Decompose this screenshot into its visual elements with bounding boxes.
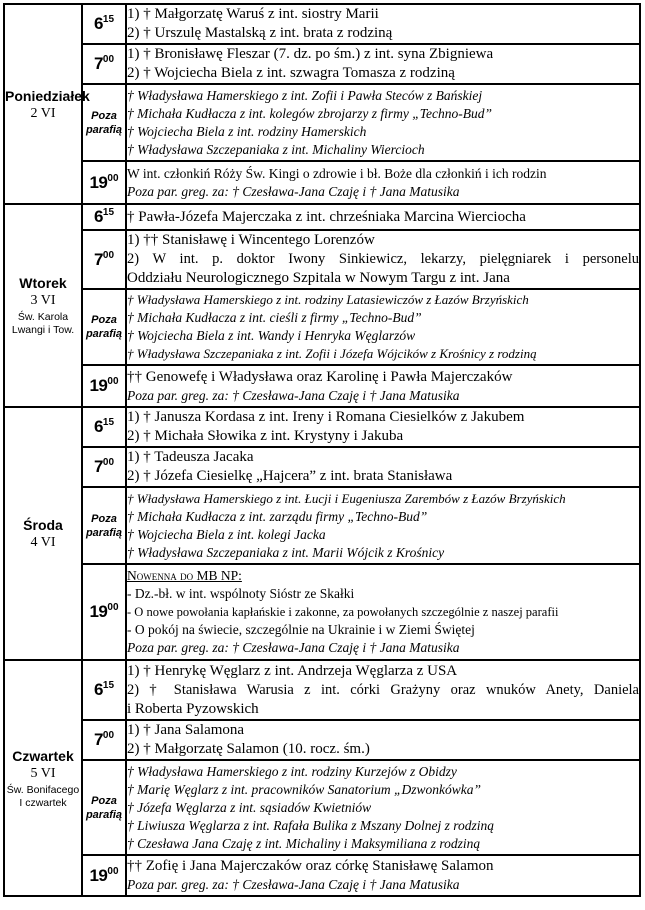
mass-intentions xyxy=(126,447,640,487)
table-row xyxy=(4,84,640,161)
intention-line: 1) † Janusza Kordasa z int. Ireny i Romana Ciesielków z Jakubem xyxy=(127,409,525,425)
mass-intentions xyxy=(126,4,640,44)
intention-line: † Józefa Węglarza z int. sąsiadów Kwietniów xyxy=(127,799,372,815)
novena-title: Nowenna do MB NP: xyxy=(127,568,242,583)
intention-line: 2) † Józefa Ciesielkę „Hajcera” z int. brata Stanisława xyxy=(127,468,453,484)
gregorian-intention: Poza par. greg. za: † Czesława-Jana Czaję i † Jana Matusika xyxy=(127,183,460,199)
table-row xyxy=(4,447,640,487)
day-name: Poniedziałek xyxy=(5,87,90,104)
mass-hour: $6^{15}$ xyxy=(93,207,115,226)
intention-line: † Władysława Hamerskiego z int. rodziny Latasiewiczów z Łazów Brzyńskich xyxy=(127,292,529,307)
table-row xyxy=(4,855,640,896)
day-cell xyxy=(4,4,90,204)
intention-line: †† Genowefę i Władysława oraz Karolinę i Pawła Majerczaków xyxy=(127,368,513,385)
gregorian-intention: Poza par. greg. za: † Czesława-Jana Czaję i † Jana Matusika xyxy=(127,877,460,892)
poza-parafia-label: Poza parafią xyxy=(85,794,123,821)
intention-line: † Michała Kudłacza z int. kolegów zbrojarzy z firmy „Techno-Bud” xyxy=(127,105,493,121)
day-saint: Św. Bonifacego I czwartek xyxy=(6,783,80,809)
day-name: Czwartek xyxy=(12,747,74,764)
mass-hour-cell xyxy=(82,407,126,447)
day-cell xyxy=(4,660,82,896)
mass-intentions xyxy=(126,407,640,447)
day-date: 2 VI xyxy=(30,105,56,121)
intention-line: † Władysława Szczepaniaka z int. Michaliny Wiercioch xyxy=(127,141,425,157)
mass-hour: $19^{00}$ xyxy=(89,172,119,192)
table-row xyxy=(4,230,640,289)
mass-intentions xyxy=(126,365,640,407)
mass-hour: $6^{15}$ xyxy=(93,417,115,436)
mass-intentions-outside xyxy=(126,289,640,365)
mass-schedule-table xyxy=(3,3,641,897)
mass-intentions xyxy=(126,660,640,720)
mass-hour-cell xyxy=(82,447,126,487)
intention-line: 1) † Małgorzatę Waruś z int. siostry Marii xyxy=(127,6,379,22)
mass-hour: $7^{00}$ xyxy=(93,730,115,749)
mass-intentions xyxy=(126,855,640,896)
intention-line: † Władysława Hamerskiego z int. Zofii i Pawła Steców z Bańskiej xyxy=(127,87,483,103)
intention-line: 1) † Jana Salamona xyxy=(127,722,245,738)
mass-intentions-outside xyxy=(126,760,640,855)
mass-hour: $6^{15}$ xyxy=(93,680,115,699)
intention-line: 2) † Urszulę Mastalską z int. brata z rodziną xyxy=(127,25,393,41)
intention-line: † Liwiusza Węglarza z int. Rafała Bulika z Mszany Dolnej z rodziną xyxy=(127,817,495,833)
mass-intentions xyxy=(126,161,640,204)
poza-parafia-cell xyxy=(82,760,126,855)
mass-intentions-outside xyxy=(126,487,640,564)
day-date: 3 VI xyxy=(30,293,56,308)
mass-hour-cell xyxy=(82,660,126,720)
table-row xyxy=(4,289,640,365)
mass-hour-cell xyxy=(82,720,126,760)
mass-hour-cell xyxy=(82,365,126,407)
poza-parafia-label: Poza parafią xyxy=(85,512,123,539)
mass-hour-cell xyxy=(82,230,126,289)
table-row xyxy=(4,44,640,84)
intention-line: † Władysława Szczepaniaka z int. Zofii i Józefa Wójcików z Krośnicy z rodziną xyxy=(127,346,537,361)
intention-line: † Wojciecha Biela z int. rodziny Hamerskich xyxy=(127,123,367,139)
intention-line: † Michała Kudłacza z int. cieśli z firmy „Techno-Bud” xyxy=(127,310,422,325)
mass-hour: $6^{15}$ xyxy=(93,14,115,33)
intention-line: † Pawła-Józefa Majerczaka z int. chrześniaka Marcina Wierciocha xyxy=(127,208,526,225)
mass-intentions xyxy=(126,44,640,84)
day-cell xyxy=(4,204,82,407)
mass-intentions xyxy=(126,564,640,660)
intention-line: † Władysława Szczepaniaka z int. Marii Wójcik z Krośnicy xyxy=(127,544,445,560)
intention-line: W int. członkiń Róży Św. Kingi o zdrowie i bł. Boże dla członkiń i ich rodzin xyxy=(127,165,547,181)
table-row xyxy=(4,564,640,660)
intention-line: † Władysława Hamerskiego z int. rodziny Kurzejów z Obidzy xyxy=(127,763,457,779)
poza-parafia-cell xyxy=(82,487,126,564)
intention-line: 2) W int. p. doktor Iwony Sinkiewicz, lekarzy, pielęgniarek i personelu xyxy=(127,251,639,267)
mass-intentions xyxy=(126,720,640,760)
mass-hour: $19^{00}$ xyxy=(89,602,119,621)
intention-line: - O nowe powołania kapłańskie i zakonne, za powołanych szczególnie z naszej parafii xyxy=(127,605,559,619)
day-saint: Św. Karola Lwangi i Tow. xyxy=(11,311,75,336)
poza-parafia-label: Poza parafią xyxy=(85,109,123,136)
table-row xyxy=(4,161,640,204)
intention-line: 2) † Wojciecha Biela z int. szwagra Tomasza z rodziną xyxy=(127,65,455,81)
mass-hour-cell xyxy=(82,161,126,204)
day-name: Wtorek xyxy=(19,275,67,291)
intention-line: 1) † Henrykę Węglarz z int. Andrzeja Węglarza z USA xyxy=(127,662,458,679)
gregorian-intention: Poza par. greg. za: † Czesława-Jana Czaję i † Jana Matusika xyxy=(127,640,460,655)
intention-line: 2) † Małgorzatę Salamon (10. rocz. śm.) xyxy=(127,741,370,757)
intention-line: 2) † Stanisława Warusia z int. córki Grażyny oraz wnuków Anety, Daniela xyxy=(127,681,639,698)
table-row xyxy=(4,204,640,230)
intention-line: i Roberta Pyzowskich xyxy=(127,700,259,717)
mass-intentions xyxy=(126,230,640,289)
mass-intentions-outside xyxy=(126,84,640,161)
intention-line: 1) † Tadeusza Jacaka xyxy=(127,449,254,465)
intention-line: Oddziału Neurologicznego Szpitala w Nowym Targu z int. Jana xyxy=(127,270,510,286)
mass-hour-cell xyxy=(82,204,126,230)
day-date: 5 VI xyxy=(30,765,56,781)
day-date: 4 VI xyxy=(30,535,56,550)
table-row xyxy=(4,365,640,407)
table-row xyxy=(4,407,640,447)
day-name: Środa xyxy=(23,517,63,533)
table-row xyxy=(4,660,640,720)
intention-line: †† Zofię i Jana Majerczaków oraz córkę Stanisławę Salamon xyxy=(127,858,494,874)
intention-line: † Wojciecha Biela z int. Wandy i Henryka Węglarzów xyxy=(127,328,416,343)
intention-line: 1) † Bronisławę Fleszar (7. dz. po śm.) z int. syna Zbigniewa xyxy=(127,46,494,62)
poza-parafia-cell xyxy=(82,289,126,365)
table-row xyxy=(4,720,640,760)
intention-line: † Marię Węglarz z int. pracowników Sanatorium „Dzwonkówka” xyxy=(127,781,482,797)
mass-hour: $7^{00}$ xyxy=(93,249,115,269)
mass-hour-cell xyxy=(82,564,126,660)
intention-line: - Dz.-bł. w int. wspólnoty Sióstr ze Skałki xyxy=(127,586,355,601)
gregorian-intention: Poza par. greg. za: † Czesława-Jana Czaję i † Jana Matusika xyxy=(127,387,460,403)
mass-hour: $7^{00}$ xyxy=(93,54,115,73)
mass-intentions xyxy=(126,204,640,230)
table-row xyxy=(4,487,640,564)
intention-line: † Michała Kudłacza z int. zarządu firmy „Techno-Bud” xyxy=(127,508,428,524)
poza-parafia-label: Poza parafią xyxy=(85,314,123,340)
mass-hour-cell xyxy=(82,44,126,84)
table-row xyxy=(4,4,640,44)
intention-line: † Czesława Jana Czaję z int. Michaliny i Maksymiliana z rodziną xyxy=(127,835,481,851)
intention-line: 2) † Michała Słowika z int. Krystyny i Jakuba xyxy=(127,428,404,444)
intention-line: 1) †† Stanisławę i Wincentego Lorenzów xyxy=(127,232,375,248)
day-cell xyxy=(4,407,82,660)
intention-line: † Wojciecha Biela z int. kolegi Jacka xyxy=(127,526,326,542)
mass-hour: $19^{00}$ xyxy=(89,865,119,885)
mass-hour-cell xyxy=(82,4,126,44)
intention-line: † Władysława Hamerskiego z int. Łucji i Eugeniusza Zarembów z Łazów Brzyńskich xyxy=(127,490,566,506)
mass-hour-cell xyxy=(82,855,126,896)
mass-hour: $7^{00}$ xyxy=(93,457,115,476)
table-row xyxy=(4,760,640,855)
intention-line: - O pokój na świecie, szczególnie na Ukrainie i w Ziemi Świętej xyxy=(127,622,475,637)
mass-hour: $19^{00}$ xyxy=(89,376,119,395)
